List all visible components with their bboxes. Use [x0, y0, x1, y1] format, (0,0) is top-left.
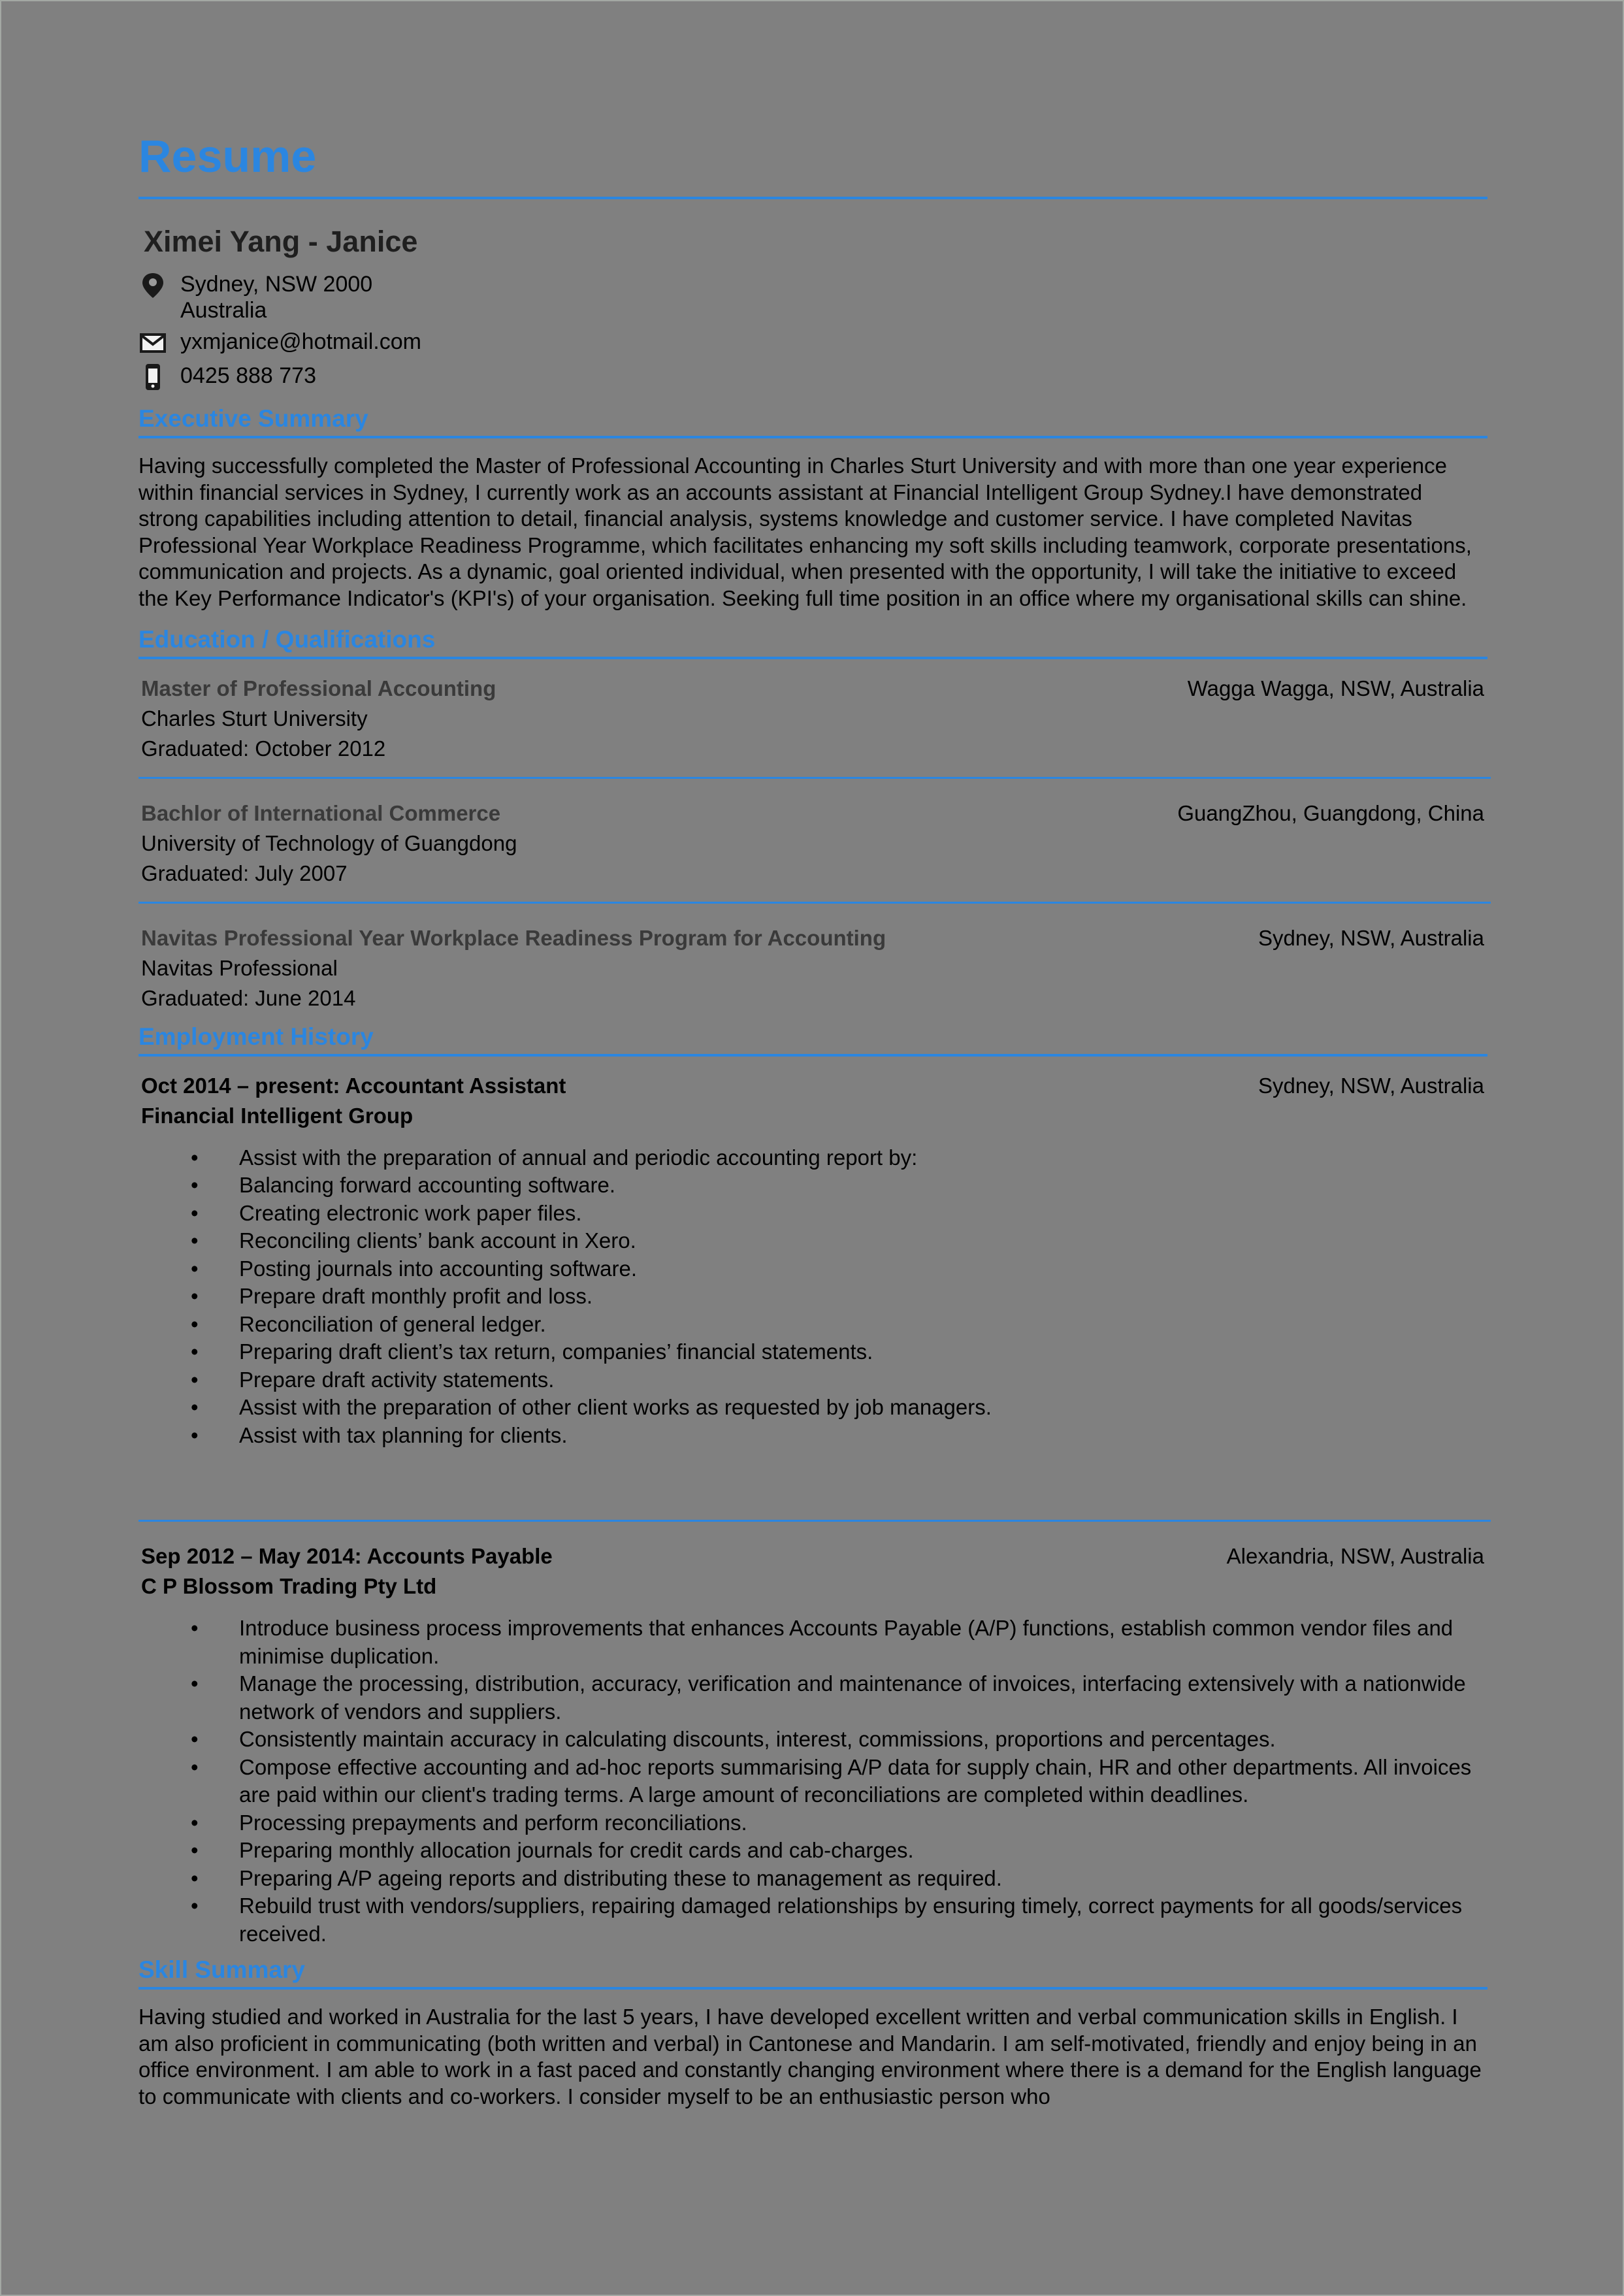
section-heading-education: Education / Qualifications [138, 625, 436, 653]
graduation-date: Graduated: June 2014 [141, 985, 356, 1010]
degree-location: Sydney, NSW, Australia [1258, 925, 1484, 950]
section-divider [138, 657, 1487, 659]
job-location: Sydney, NSW, Australia [1258, 1073, 1484, 1098]
document-title: Resume [138, 131, 317, 182]
education-entry [138, 674, 1487, 764]
entry-divider [138, 777, 1491, 779]
job-title: Sep 2012 – May 2014: Accounts Payable [141, 1544, 553, 1569]
section-heading-summary: Executive Summary [138, 405, 368, 432]
list-item: • Posting journals into accounting software. [239, 1255, 1493, 1283]
job-entry [138, 1071, 1487, 1450]
list-item: • Reconciliation of general ledger. [239, 1311, 1493, 1339]
degree-title: Navitas Professional Year Workplace Readiness Program for Accounting [141, 925, 886, 950]
job-company: C P Blossom Trading Pty Ltd [141, 1574, 437, 1599]
entry-divider [138, 902, 1491, 904]
contact-block [138, 271, 1487, 391]
list-item: • Creating electronic work paper files. [239, 1200, 1493, 1228]
address-line-2: Australia [180, 298, 267, 323]
email-address[interactable]: yxmjanice@hotmail.com [180, 329, 421, 354]
job-location: Alexandria, NSW, Australia [1226, 1544, 1484, 1569]
contact-address [138, 271, 1487, 323]
entry-divider [138, 1520, 1491, 1522]
list-item: • Processing prepayments and perform reconciliations. [239, 1809, 1493, 1837]
list-item: • Preparing monthly allocation journals for credit cards and cab-charges. [239, 1837, 1493, 1865]
degree-location: GuangZhou, Guangdong, China [1177, 800, 1484, 825]
graduation-date: Graduated: July 2007 [141, 861, 348, 885]
list-item: • Balancing forward accounting software. [239, 1172, 1493, 1200]
list-item: • Reconciling clients’ bank account in Xero. [239, 1227, 1493, 1255]
list-item: • Assist with tax planning for clients. [239, 1422, 1493, 1450]
school-name: University of Technology of Guangdong [141, 830, 517, 855]
mobile-phone-icon [138, 363, 167, 391]
job-entry [138, 1541, 1487, 1948]
duties-list [141, 1144, 1487, 1450]
contact-email [138, 329, 1487, 357]
duties-list [141, 1615, 1487, 1948]
list-item: • Rebuild trust with vendors/suppliers, repairing damaged relationships by ensuring timely, correct payments for all goods/services received. [239, 1892, 1493, 1948]
title-divider [138, 197, 1487, 199]
list-item: • Preparing draft client’s tax return, companies’ financial statements. [239, 1338, 1493, 1366]
job-title: Oct 2014 – present: Accountant Assistant [141, 1073, 566, 1098]
envelope-icon [138, 329, 167, 357]
list-item: • Consistently maintain accuracy in calculating discounts, interest, commissions, proportions and percentages. [239, 1726, 1493, 1754]
degree-title: Bachlor of International Commerce [141, 800, 501, 825]
job-company: Financial Intelligent Group [141, 1103, 414, 1128]
section-heading-employment: Employment History [138, 1023, 374, 1050]
list-item: • Introduce business process improvements that enhances Accounts Payable (A/P) functions, establish common vendor files and minimise duplication. [239, 1615, 1493, 1670]
education-entry [138, 923, 1487, 1013]
section-heading-skills: Skill Summary [138, 1956, 306, 1984]
list-item: • Preparing A/P ageing reports and distributing these to management as required. [239, 1865, 1493, 1893]
list-item: • Prepare draft activity statements. [239, 1366, 1493, 1394]
list-item: • Compose effective accounting and ad-hoc reports summarising A/P data for supply chain, HR and other departments. All invoices are paid within our client's trading terms. A large amount of reconciliations are completed within deadlines. [239, 1754, 1493, 1809]
school-name: Navitas Professional [141, 955, 338, 980]
list-item: • Prepare draft monthly profit and loss. [239, 1283, 1493, 1311]
school-name: Charles Sturt University [141, 706, 368, 730]
degree-location: Wagga Wagga, NSW, Australia [1187, 676, 1484, 700]
section-divider [138, 1987, 1487, 1990]
list-item: • Manage the processing, distribution, accuracy, verification and maintenance of invoices, interfacing extensively with a nationwide network of vendors and suppliers. [239, 1670, 1493, 1726]
degree-title: Master of Professional Accounting [141, 676, 496, 700]
resume-content [138, 129, 1487, 2110]
education-entry [138, 798, 1487, 889]
section-divider [138, 1054, 1487, 1057]
contact-phone [138, 363, 1487, 391]
candidate-name: Ximei Yang - Janice [144, 225, 418, 258]
summary-paragraph: Having successfully completed the Master of Professional Accounting in Charles Sturt University and with more than one year experience within financial services in Sydney, I currently work as an accounts assistant at Financial Intelligent Group Sydney.I have demonstrated strong capabilities including attention to detail, financial analysis, systems knowledge and customer service. I have completed Navitas Professional Year Workplace Readiness Programme, which facilitates enhancing my soft skills including teamwork, corporate presentations, communication and projects. As a dynamic, goal oriented individual, when presented with the opportunity, I will take the initiative to exceed the Key Performance Indicator's (KPI's) of your organisation. Seeking full time position in an office where my organisational skills can shine. [138, 453, 1472, 610]
phone-number: 0425 888 773 [180, 363, 316, 388]
list-item: • Assist with the preparation of other client works as requested by job managers. [239, 1394, 1493, 1422]
location-pin-icon [138, 271, 167, 300]
graduation-date: Graduated: October 2012 [141, 736, 386, 761]
list-item: • Assist with the preparation of annual and periodic accounting report by: [239, 1144, 1493, 1172]
skills-paragraph: Having studied and worked in Australia for the last 5 years, I have developed excellent written and verbal communication skills in English. I am also proficient in communicating (both written and verbal) in Cantonese and Mandarin. I am self-motivated, friendly and enjoy being in an office environment. I am able to work in a fast paced and constantly changing environment where there is a demand for the English language to communicate with clients and co-workers. I consider myself to be an enthusiastic person who [138, 2005, 1482, 2108]
section-divider [138, 436, 1487, 438]
address-line-1: Sydney, NSW 2000 [180, 272, 373, 297]
